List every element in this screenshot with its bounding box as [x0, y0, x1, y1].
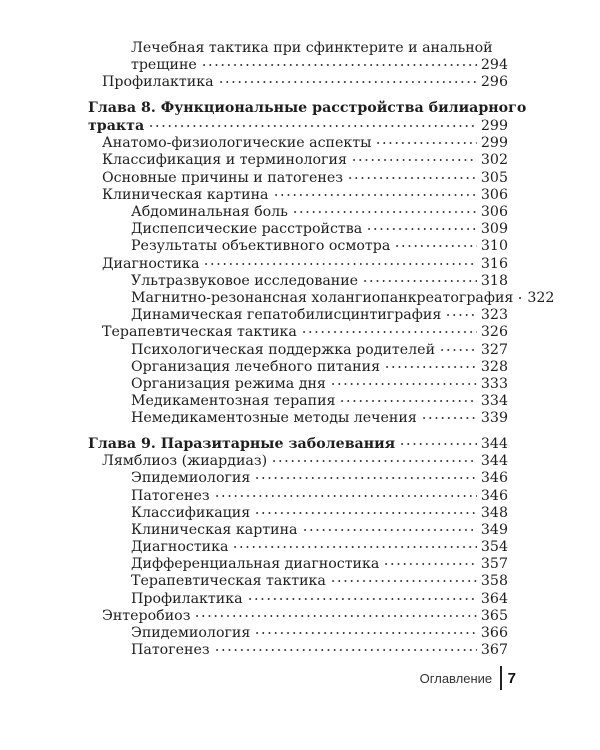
- toc-entry: [88, 342, 508, 359]
- toc-entry-title: Лямблиоз (жиардиаз): [102, 453, 268, 470]
- toc-entry-page: 328: [480, 358, 508, 375]
- toc-entry-page: 354: [480, 539, 508, 556]
- chapter-8-heading: [88, 100, 527, 118]
- toc-entry: [88, 625, 508, 642]
- dot-leader: [254, 632, 477, 634]
- toc-entry-page: 322: [527, 289, 555, 306]
- dot-leader: [214, 649, 477, 651]
- toc-entry-title: Диагностика: [131, 539, 229, 556]
- chapter-9-entries: [88, 453, 508, 659]
- toc-entry-title: Динамическая гепатобилисцинтиграфия: [131, 307, 442, 324]
- toc-entry-page: 344: [480, 453, 508, 470]
- dot-leader: [194, 615, 476, 617]
- toc-entry-title: Основные причины и патогенез: [102, 169, 343, 186]
- toc-entry: [88, 40, 508, 57]
- dot-leader: [273, 194, 477, 196]
- toc-entry-title: Диспепсические расстройства: [131, 221, 363, 238]
- dot-leader: [394, 245, 477, 247]
- toc-entry-title: Терапевтическая тактика: [131, 573, 326, 590]
- toc-entry-title: Клиническая картина: [131, 521, 298, 538]
- toc-entry: [88, 393, 508, 410]
- chapter-8-title-line-2: тракта: [88, 118, 145, 135]
- dot-leader: [339, 400, 476, 402]
- dot-leader: [254, 477, 477, 479]
- toc-entry-page: 306: [480, 186, 508, 203]
- toc-entry: [88, 324, 508, 341]
- dot-leader: [214, 495, 477, 497]
- dot-leader: [445, 314, 477, 316]
- toc-entry: [88, 539, 508, 556]
- toc-entry-title: Абдоминальная боль: [131, 204, 288, 220]
- toc-entry: [88, 376, 508, 393]
- dot-leader: [301, 331, 477, 333]
- toc-entry: [88, 187, 508, 204]
- toc-entry-page: 346: [480, 470, 508, 487]
- dot-leader: [302, 529, 477, 531]
- toc-entry-page: 299: [480, 135, 508, 152]
- dot-leader: [347, 177, 477, 179]
- toc-entry: [88, 74, 508, 91]
- dot-leader: [201, 64, 477, 66]
- toc-entry: [88, 470, 508, 487]
- toc-entry-title: Результаты объективного осмотра: [131, 238, 391, 255]
- toc-entry: [88, 410, 508, 427]
- toc-entry-title: Психологическая поддержка родителей: [131, 341, 436, 358]
- toc-entry-page: 309: [480, 221, 508, 238]
- footer-section-label: Оглавление: [419, 670, 493, 686]
- dot-leader: [330, 383, 477, 385]
- toc-entry-page: 348: [480, 504, 508, 521]
- dot-leader: [271, 460, 477, 462]
- toc-entry-title: Классификация и терминология: [102, 152, 347, 169]
- toc-entry-title: Медикаментозная терапия: [131, 393, 336, 410]
- toc-entry: [88, 135, 508, 152]
- toc-entry-title: Терапевтическая тактика: [102, 324, 297, 341]
- toc-entry-title: Дифференциальная диагностика: [131, 556, 380, 573]
- dot-leader: [383, 563, 477, 565]
- toc-entry-page: 316: [480, 255, 508, 272]
- chapter-9-page: 344: [480, 435, 508, 452]
- toc-entry-title: Клиническая картина: [102, 186, 269, 203]
- chapter-9-title: Глава 9. Паразитарные заболевания: [88, 435, 396, 452]
- toc-entry-title: Организация лечебного питания: [131, 358, 381, 375]
- toc-entry-title: Профилактика: [102, 74, 214, 91]
- toc-entry-page: 349: [480, 521, 508, 538]
- table-of-contents: [88, 40, 555, 659]
- toc-entry-title: Организация режима дня: [131, 375, 326, 392]
- dot-leader: [384, 366, 477, 368]
- toc-entry: [88, 453, 508, 470]
- toc-entry-page: 305: [480, 169, 508, 186]
- toc-entry-title: Классификация: [131, 504, 251, 521]
- dot-leader: [254, 512, 477, 514]
- toc-entry-page: 339: [480, 410, 508, 427]
- chapter-8-entries: [88, 135, 555, 427]
- toc-entry: [88, 152, 508, 169]
- toc-entry-page: 326: [480, 324, 508, 341]
- toc-entry-page: 358: [480, 573, 508, 590]
- toc-entry-page: 302: [480, 152, 508, 169]
- toc-entry-page: 323: [480, 307, 508, 324]
- dot-leader: [148, 125, 477, 127]
- dot-leader: [247, 598, 477, 600]
- dot-leader: [366, 228, 477, 230]
- chapter-8-title-line-1: Глава 8. Функциональные расстройства билиарного: [88, 100, 527, 117]
- chapter-8-page: 299: [480, 118, 508, 135]
- chapter-9-heading: [88, 436, 508, 453]
- dot-leader: [203, 263, 476, 265]
- chapter-8-heading-continued: [88, 118, 508, 135]
- toc-entry-page: 357: [480, 556, 508, 573]
- toc-entry-title: Диагностика: [102, 255, 200, 272]
- toc-entry-title: Немедикаментозные методы лечения: [131, 410, 417, 427]
- toc-entry-page: 310: [480, 238, 508, 255]
- toc-entry: [88, 57, 508, 74]
- toc-entry: [88, 359, 508, 376]
- page-footer: [420, 666, 516, 690]
- toc-entry-page: 364: [480, 590, 508, 607]
- dot-leader: [517, 297, 523, 299]
- toc-entry: [88, 488, 508, 505]
- toc-entry-title: Профилактика: [131, 590, 243, 607]
- dot-leader: [362, 280, 477, 282]
- toc-entry-title: Ультразвуковое исследование: [131, 272, 359, 289]
- toc-entry-page: 366: [480, 625, 508, 641]
- toc-entry: [88, 608, 508, 625]
- toc-entry-page: 306: [480, 204, 508, 220]
- toc-entry: [88, 170, 508, 187]
- toc-entry: [88, 273, 508, 290]
- toc-entry: [88, 505, 508, 522]
- toc-entry-title: Лечебная тактика при сфинктерите и анальной: [131, 40, 493, 56]
- dot-leader: [330, 580, 477, 582]
- dot-leader: [421, 417, 477, 419]
- toc-entry: [88, 238, 508, 255]
- toc-entry-page: 318: [480, 272, 508, 289]
- toc-entry: [88, 573, 508, 590]
- toc-entry-title: Анатомо-физиологические аспекты: [102, 135, 372, 152]
- dot-leader: [218, 81, 477, 83]
- toc-entry-page: 327: [480, 341, 508, 358]
- toc-entry-page: 367: [480, 642, 508, 659]
- toc-entry: [88, 642, 508, 659]
- toc-entry-page: 365: [480, 607, 508, 624]
- toc-entry-title: трещине: [131, 57, 197, 74]
- toc-entry-page: 334: [480, 393, 508, 410]
- toc-entry-title: Энтеробиоз: [102, 607, 191, 624]
- toc-entry-page: 294: [480, 57, 508, 74]
- toc-entry: [88, 556, 508, 573]
- dot-leader: [399, 443, 477, 445]
- toc-entry: [88, 221, 508, 238]
- toc-entry: [88, 289, 555, 307]
- toc-entry-title: Патогенез: [131, 642, 210, 659]
- dot-leader: [351, 159, 477, 161]
- toc-entry-page: 296: [480, 74, 508, 91]
- toc-entry-title: Магнитно-резонансная холангиопанкреатография: [131, 289, 514, 306]
- toc-entry: [88, 256, 508, 273]
- toc-entry-title: Эпидемиология: [131, 470, 251, 487]
- toc-entry: [88, 522, 508, 539]
- page-number: 7: [507, 669, 516, 687]
- toc-entry-title: Эпидемиология: [131, 625, 251, 641]
- toc-entry-page: 346: [480, 487, 508, 504]
- dot-leader: [232, 546, 476, 548]
- toc-entry: [88, 204, 508, 221]
- toc-entry-title: Патогенез: [131, 487, 210, 504]
- toc-entry: [88, 591, 508, 608]
- dot-leader: [439, 349, 477, 351]
- toc-entry-page: 333: [480, 375, 508, 392]
- dot-leader: [292, 211, 477, 213]
- toc-entry: [88, 307, 508, 324]
- dot-leader: [375, 142, 477, 144]
